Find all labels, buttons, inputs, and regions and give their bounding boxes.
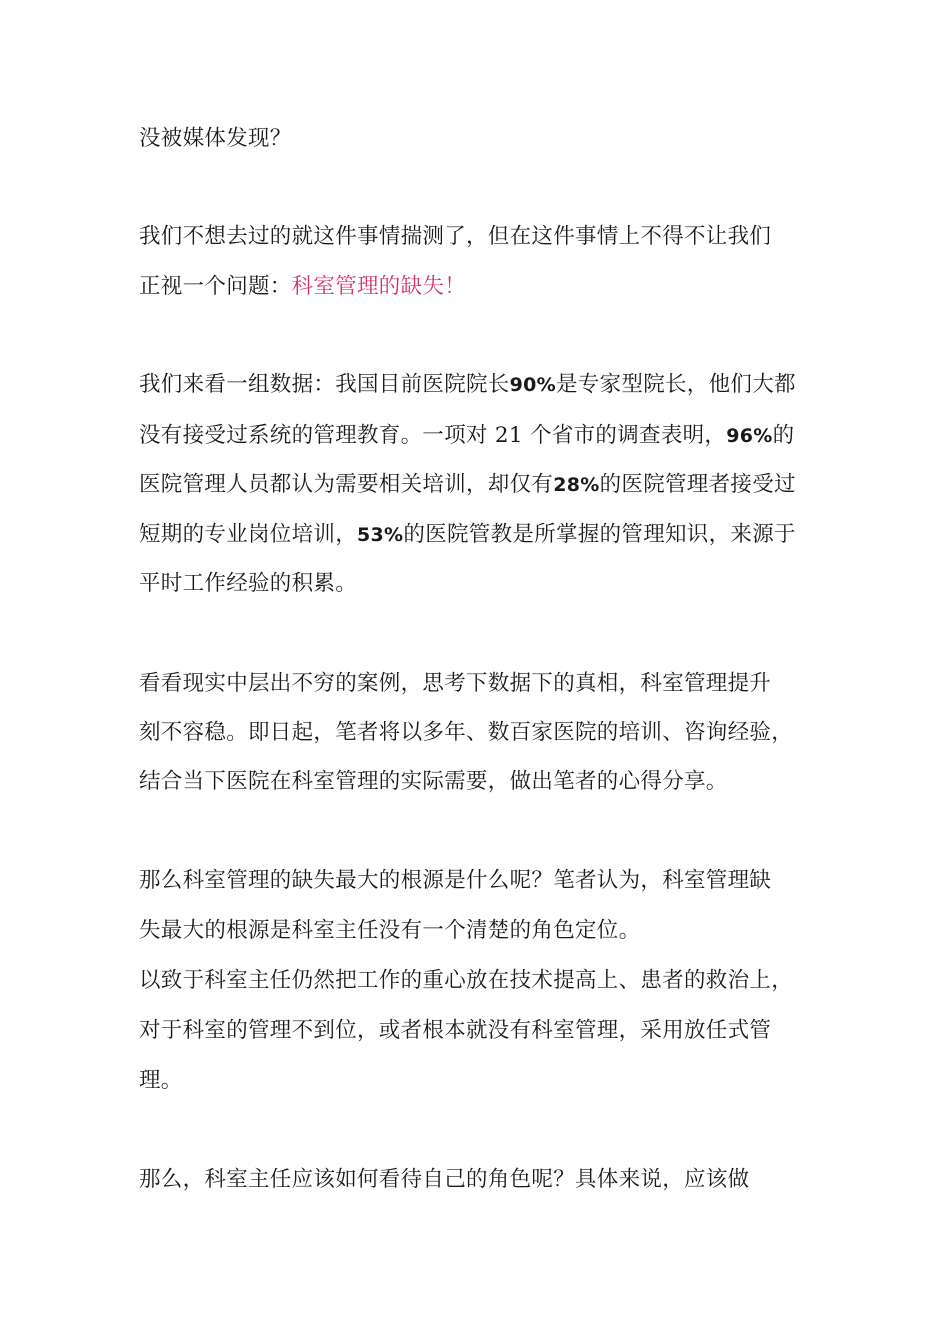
p3-line3-text-b: 的医院管理者接受过 <box>599 472 796 497</box>
paragraph-5-line-2: 失最大的根源是科室主任没有一个清楚的角色定位。 <box>139 918 641 943</box>
paragraph-5-line-1: 那么科室管理的缺失最大的根源是什么呢？笔者认为，科室管理缺 <box>139 868 772 893</box>
paragraph-2-line-2 <box>139 272 839 302</box>
paragraph-6-line-1: 那么，科室主任应该如何看待自己的角色呢？具体来说，应该做 <box>139 1167 750 1192</box>
p3-line4-text-a: 短期的专业岗位培训， <box>139 522 358 547</box>
paragraph-5-line-3: 以致于科室主任仍然把工作的重心放在技术提高上、患者的救治上， <box>139 968 794 993</box>
paragraph-5-line-5: 理。 <box>139 1068 183 1093</box>
paragraph-2-line-1: 我们不想去过的就这件事情揣测了，但在这件事情上不得不让我们 <box>139 224 772 249</box>
p3-line1-text-b: 是专家型院长，他们大都 <box>556 372 796 397</box>
paragraph-2-prefix: 正视一个问题： <box>139 274 292 299</box>
paragraph-3-line-5: 平时工作经验的积累。 <box>139 571 358 596</box>
paragraph-3-line-1 <box>139 370 839 400</box>
p3-line2-text-a: 没有接受过系统的管理教育。一项对 21 个省市的调查表明， <box>139 423 727 448</box>
p3-line1-text-a: 我们来看一组数据：我国目前医院院长 <box>139 372 510 397</box>
highlighted-phrase: 科室管理的缺失！ <box>291 274 467 299</box>
paragraph-3-line-2 <box>139 421 839 451</box>
paragraph-3-line-4 <box>139 520 839 550</box>
stat-28-percent: 28% <box>553 474 600 496</box>
paragraph-5-line-4: 对于科室的管理不到位，或者根本就没有科室管理，采用放任式管 <box>139 1018 772 1043</box>
p3-line2-text-b: 的 <box>772 423 795 448</box>
paragraph-4-line-1: 看看现实中层出不穷的案例，思考下数据下的真相，科室管理提升 <box>139 671 772 696</box>
paragraph-4-line-2: 刻不容稳。即日起，笔者将以多年、数百家医院的培训、咨询经验， <box>139 720 794 745</box>
p3-line3-text-a: 医院管理人员都认为需要相关培训，却仅有 <box>139 472 554 497</box>
paragraph-1-line-1: 没被媒体发现？ <box>139 126 292 151</box>
stat-53-percent: 53% <box>357 524 404 546</box>
stat-90-percent: 90% <box>509 374 556 396</box>
stat-96-percent: 96% <box>726 425 773 447</box>
paragraph-3-line-3 <box>139 470 839 500</box>
p3-line4-text-b: 的医院管教是所掌握的管理知识，来源于 <box>403 522 796 547</box>
paragraph-4-line-3: 结合当下医院在科室管理的实际需要，做出笔者的心得分享。 <box>139 769 728 794</box>
